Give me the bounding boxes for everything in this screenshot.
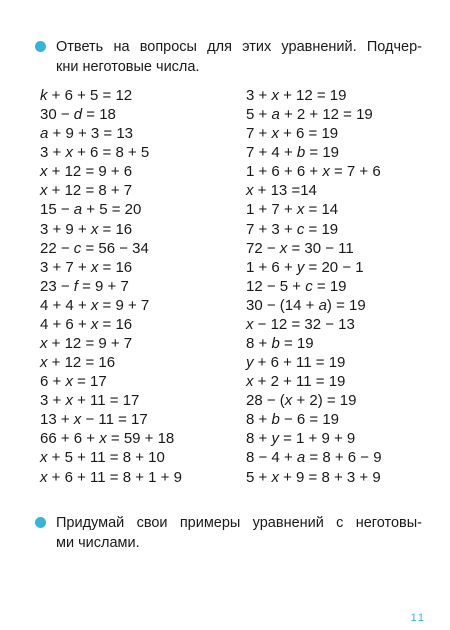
task-2 — [36, 513, 422, 553]
equation: x + 12 = 16 — [40, 354, 116, 372]
equation: x + 6 + 11 = 8 + 1 + 9 — [40, 468, 182, 486]
equation: 22 − c = 56 − 34 — [40, 239, 149, 257]
task-1-line: Ответь на вопросы для этих уравнений. Подчер- — [56, 39, 422, 55]
equations-left-column — [40, 86, 230, 487]
equation: x + 12 = 9 + 7 — [40, 335, 133, 353]
equation: 3 + x + 12 = 19 — [246, 87, 347, 104]
equation: 8 + b − 6 = 19 — [246, 411, 339, 429]
equation: 8 − 4 + a = 8 + 6 − 9 — [246, 449, 382, 467]
equation: x + 13 =14 — [246, 182, 317, 200]
equation: 72 − x = 30 − 11 — [246, 239, 354, 257]
equation: 3 + x + 11 = 17 — [40, 392, 140, 410]
page-number: 11 — [410, 612, 426, 624]
task-1-line: кни неготовые числа. — [56, 59, 200, 75]
equation: 3 + 9 + x = 16 — [40, 220, 133, 238]
equation: 1 + 6 + y = 20 − 1 — [246, 258, 364, 276]
task-1-text — [36, 37, 422, 77]
equation: 28 − (x + 2) = 19 — [246, 392, 357, 410]
equation: 30 − (14 + a) = 19 — [246, 296, 366, 314]
equation: 4 + 6 + x = 16 — [40, 315, 133, 333]
equation: 66 + 6 + x = 59 + 18 — [40, 430, 175, 448]
equation: x + 2 + 11 = 19 — [246, 373, 346, 391]
equation: 7 + 4 + b = 19 — [246, 144, 339, 162]
equation: x + 5 + 11 = 8 + 10 — [40, 449, 165, 467]
equation: 7 + 3 + c = 19 — [246, 220, 339, 238]
equation: 15 − a + 5 = 20 — [40, 201, 142, 219]
task-2-line: ми числами. — [56, 535, 140, 551]
equation: 3 + x + 6 = 8 + 5 — [40, 144, 150, 162]
equation: 8 + b = 19 — [246, 335, 314, 353]
equation: x + 12 = 9 + 6 — [40, 163, 133, 181]
equation: 30 − d = 18 — [40, 106, 116, 124]
equation: 4 + 4 + x = 9 + 7 — [40, 296, 150, 314]
bullet-icon — [35, 517, 46, 528]
equation: 13 + x − 11 = 17 — [40, 411, 148, 429]
equation: 1 + 6 + 6 + x = 7 + 6 — [246, 163, 381, 181]
equation: 7 + x + 6 = 19 — [246, 125, 339, 143]
equation: 23 − f = 9 + 7 — [40, 277, 129, 295]
equation: a + 9 + 3 = 13 — [40, 125, 133, 143]
task-2-text — [36, 513, 422, 553]
equation: 8 + y = 1 + 9 + 9 — [246, 430, 356, 448]
equation: k + 6 + 5 = 12 — [40, 87, 133, 104]
task-2-line: Придумай свои примеры уравнений с неготовы- — [56, 515, 422, 531]
equation: 5 + x + 9 = 8 + 3 + 9 — [246, 468, 381, 486]
equations-right-column — [246, 86, 436, 487]
equation: x − 12 = 32 − 13 — [246, 315, 355, 333]
equation: 3 + 7 + x = 16 — [40, 258, 133, 276]
equation: 6 + x = 17 — [40, 373, 107, 391]
equation: 1 + 7 + x = 14 — [246, 201, 339, 219]
equation: 12 − 5 + c = 19 — [246, 277, 347, 295]
equation: x + 12 = 8 + 7 — [40, 182, 133, 200]
equation: 5 + a + 2 + 12 = 19 — [246, 106, 373, 124]
task-1 — [36, 37, 422, 77]
bullet-icon — [35, 41, 46, 52]
equation: y + 6 + 11 = 19 — [246, 354, 346, 372]
